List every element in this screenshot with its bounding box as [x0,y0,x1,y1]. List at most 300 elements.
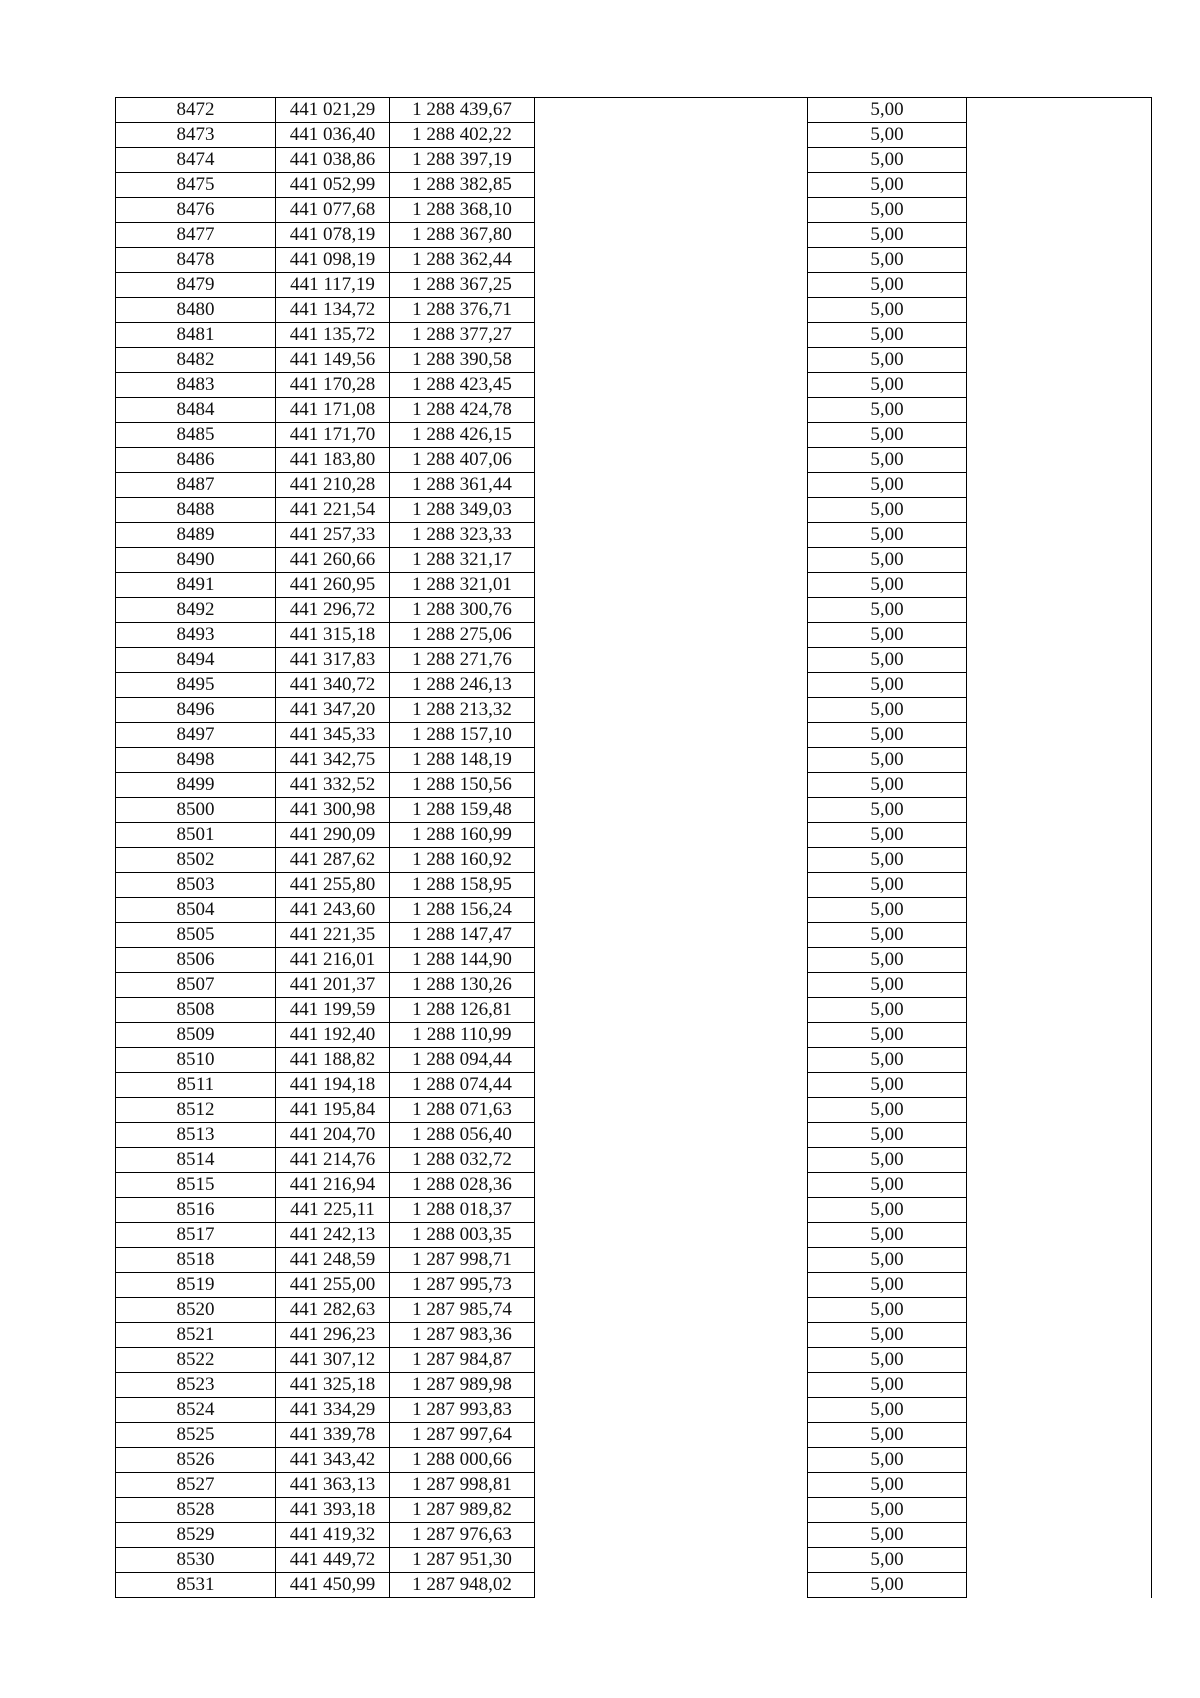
empty-cell [535,1148,808,1173]
x-coordinate-cell: 441 419,32 [276,1523,390,1548]
empty-cell [967,223,1152,248]
x-coordinate-cell: 441 201,37 [276,973,390,998]
point-number-cell: 8481 [116,323,276,348]
empty-cell [967,1248,1152,1273]
point-number-cell: 8511 [116,1073,276,1098]
empty-cell [535,273,808,298]
tolerance-cell: 5,00 [808,1148,967,1173]
x-coordinate-cell: 441 183,80 [276,448,390,473]
empty-cell [967,948,1152,973]
y-coordinate-cell: 1 288 323,33 [390,523,535,548]
y-coordinate-cell: 1 288 423,45 [390,373,535,398]
x-coordinate-cell: 441 214,76 [276,1148,390,1173]
empty-cell [535,198,808,223]
x-coordinate-cell: 441 363,13 [276,1473,390,1498]
y-coordinate-cell: 1 288 056,40 [390,1123,535,1148]
x-coordinate-cell: 441 225,11 [276,1198,390,1223]
empty-cell [967,373,1152,398]
x-coordinate-cell: 441 199,59 [276,998,390,1023]
tolerance-cell: 5,00 [808,598,967,623]
tolerance-cell: 5,00 [808,1223,967,1248]
table-row [116,1398,1152,1423]
y-coordinate-cell: 1 288 074,44 [390,1073,535,1098]
y-coordinate-cell: 1 287 997,64 [390,1423,535,1448]
empty-cell [535,773,808,798]
empty-cell [967,1048,1152,1073]
x-coordinate-cell: 441 210,28 [276,473,390,498]
coordinates-table-body [116,98,1152,1598]
tolerance-cell: 5,00 [808,723,967,748]
x-coordinate-cell: 441 170,28 [276,373,390,398]
empty-cell [535,573,808,598]
table-row [116,498,1152,523]
table-row [116,1023,1152,1048]
empty-cell [967,448,1152,473]
tolerance-cell: 5,00 [808,548,967,573]
point-number-cell: 8515 [116,1173,276,1198]
empty-cell [535,623,808,648]
x-coordinate-cell: 441 195,84 [276,1098,390,1123]
x-coordinate-cell: 441 260,95 [276,573,390,598]
y-coordinate-cell: 1 288 158,95 [390,873,535,898]
point-number-cell: 8506 [116,948,276,973]
y-coordinate-cell: 1 288 402,22 [390,123,535,148]
x-coordinate-cell: 441 317,83 [276,648,390,673]
point-number-cell: 8530 [116,1548,276,1573]
y-coordinate-cell: 1 288 160,99 [390,823,535,848]
empty-cell [535,848,808,873]
empty-cell [535,1298,808,1323]
empty-cell [967,773,1152,798]
empty-cell [535,973,808,998]
point-number-cell: 8477 [116,223,276,248]
point-number-cell: 8497 [116,723,276,748]
tolerance-cell: 5,00 [808,323,967,348]
empty-cell [967,1498,1152,1523]
empty-cell [535,248,808,273]
x-coordinate-cell: 441 290,09 [276,823,390,848]
x-coordinate-cell: 441 339,78 [276,1423,390,1448]
tolerance-cell: 5,00 [808,1248,967,1273]
empty-cell [967,1298,1152,1323]
point-number-cell: 8483 [116,373,276,398]
empty-cell [967,398,1152,423]
y-coordinate-cell: 1 288 367,25 [390,273,535,298]
y-coordinate-cell: 1 287 951,30 [390,1548,535,1573]
tolerance-cell: 5,00 [808,1523,967,1548]
empty-cell [967,823,1152,848]
empty-cell [535,498,808,523]
point-number-cell: 8509 [116,1023,276,1048]
table-row [116,623,1152,648]
table-row [116,1498,1152,1523]
x-coordinate-cell: 441 296,23 [276,1323,390,1348]
x-coordinate-cell: 441 171,08 [276,398,390,423]
y-coordinate-cell: 1 288 126,81 [390,998,535,1023]
y-coordinate-cell: 1 287 993,83 [390,1398,535,1423]
tolerance-cell: 5,00 [808,698,967,723]
tolerance-cell: 5,00 [808,248,967,273]
x-coordinate-cell: 441 038,86 [276,148,390,173]
table-row [116,723,1152,748]
empty-cell [967,723,1152,748]
empty-cell [535,1398,808,1423]
x-coordinate-cell: 441 248,59 [276,1248,390,1273]
table-row [116,923,1152,948]
point-number-cell: 8494 [116,648,276,673]
empty-cell [967,1073,1152,1098]
table-row [116,1348,1152,1373]
point-number-cell: 8500 [116,798,276,823]
table-row [116,398,1152,423]
tolerance-cell: 5,00 [808,573,967,598]
x-coordinate-cell: 441 242,13 [276,1223,390,1248]
empty-cell [535,1273,808,1298]
table-row [116,148,1152,173]
point-number-cell: 8498 [116,748,276,773]
empty-cell [967,1398,1152,1423]
empty-cell [967,798,1152,823]
point-number-cell: 8504 [116,898,276,923]
point-number-cell: 8526 [116,1448,276,1473]
x-coordinate-cell: 441 052,99 [276,173,390,198]
empty-cell [535,1423,808,1448]
table-row [116,1248,1152,1273]
tolerance-cell: 5,00 [808,1323,967,1348]
coordinates-table [115,97,1152,1598]
empty-cell [967,323,1152,348]
y-coordinate-cell: 1 288 362,44 [390,248,535,273]
empty-cell [535,98,808,123]
empty-cell [535,1023,808,1048]
x-coordinate-cell: 441 194,18 [276,1073,390,1098]
x-coordinate-cell: 441 255,00 [276,1273,390,1298]
tolerance-cell: 5,00 [808,673,967,698]
point-number-cell: 8488 [116,498,276,523]
tolerance-cell: 5,00 [808,1448,967,1473]
point-number-cell: 8529 [116,1523,276,1548]
tolerance-cell: 5,00 [808,898,967,923]
y-coordinate-cell: 1 288 028,36 [390,1173,535,1198]
table-row [116,1548,1152,1573]
empty-cell [967,748,1152,773]
empty-cell [535,1198,808,1223]
y-coordinate-cell: 1 288 439,67 [390,98,535,123]
empty-cell [967,123,1152,148]
tolerance-cell: 5,00 [808,823,967,848]
table-row [116,1098,1152,1123]
point-number-cell: 8508 [116,998,276,1023]
tolerance-cell: 5,00 [808,498,967,523]
tolerance-cell: 5,00 [808,798,967,823]
x-coordinate-cell: 441 036,40 [276,123,390,148]
point-number-cell: 8503 [116,873,276,898]
empty-cell [967,623,1152,648]
empty-cell [967,1448,1152,1473]
table-row [116,1573,1152,1598]
empty-cell [535,1248,808,1273]
y-coordinate-cell: 1 288 321,17 [390,548,535,573]
empty-cell [967,973,1152,998]
tolerance-cell: 5,00 [808,1098,967,1123]
y-coordinate-cell: 1 287 984,87 [390,1348,535,1373]
tolerance-cell: 5,00 [808,1373,967,1398]
x-coordinate-cell: 441 216,94 [276,1173,390,1198]
empty-cell [967,548,1152,573]
y-coordinate-cell: 1 287 983,36 [390,1323,535,1348]
table-row [116,598,1152,623]
empty-cell [535,1448,808,1473]
x-coordinate-cell: 441 204,70 [276,1123,390,1148]
table-row [116,1273,1152,1298]
empty-cell [535,323,808,348]
point-number-cell: 8510 [116,1048,276,1073]
y-coordinate-cell: 1 287 995,73 [390,1273,535,1298]
empty-cell [535,1473,808,1498]
point-number-cell: 8502 [116,848,276,873]
empty-cell [535,223,808,248]
tolerance-cell: 5,00 [808,223,967,248]
point-number-cell: 8524 [116,1398,276,1423]
empty-cell [967,923,1152,948]
point-number-cell: 8476 [116,198,276,223]
point-number-cell: 8487 [116,473,276,498]
x-coordinate-cell: 441 315,18 [276,623,390,648]
y-coordinate-cell: 1 287 989,98 [390,1373,535,1398]
y-coordinate-cell: 1 288 160,92 [390,848,535,873]
tolerance-cell: 5,00 [808,448,967,473]
tolerance-cell: 5,00 [808,298,967,323]
x-coordinate-cell: 441 296,72 [276,598,390,623]
empty-cell [535,448,808,473]
tolerance-cell: 5,00 [808,273,967,298]
empty-cell [535,1523,808,1548]
x-coordinate-cell: 441 171,70 [276,423,390,448]
table-row [116,673,1152,698]
table-row [116,1423,1152,1448]
tolerance-cell: 5,00 [808,198,967,223]
empty-cell [967,1123,1152,1148]
y-coordinate-cell: 1 288 018,37 [390,1198,535,1223]
y-coordinate-cell: 1 288 390,58 [390,348,535,373]
table-row [116,1523,1152,1548]
table-row [116,548,1152,573]
table-row [116,748,1152,773]
tolerance-cell: 5,00 [808,773,967,798]
x-coordinate-cell: 441 188,82 [276,1048,390,1073]
point-number-cell: 8475 [116,173,276,198]
tolerance-cell: 5,00 [808,998,967,1023]
tolerance-cell: 5,00 [808,398,967,423]
x-coordinate-cell: 441 243,60 [276,898,390,923]
x-coordinate-cell: 441 325,18 [276,1373,390,1398]
point-number-cell: 8514 [116,1148,276,1173]
y-coordinate-cell: 1 288 147,47 [390,923,535,948]
empty-cell [535,673,808,698]
table-row [116,1373,1152,1398]
x-coordinate-cell: 441 098,19 [276,248,390,273]
y-coordinate-cell: 1 288 157,10 [390,723,535,748]
table-row [116,1073,1152,1098]
empty-cell [967,673,1152,698]
x-coordinate-cell: 441 347,20 [276,698,390,723]
empty-cell [967,898,1152,923]
empty-cell [535,598,808,623]
y-coordinate-cell: 1 288 361,44 [390,473,535,498]
table-row [116,773,1152,798]
tolerance-cell: 5,00 [808,423,967,448]
empty-cell [535,1073,808,1098]
empty-cell [535,998,808,1023]
tolerance-cell: 5,00 [808,1173,967,1198]
empty-cell [967,248,1152,273]
y-coordinate-cell: 1 288 032,72 [390,1148,535,1173]
table-row [116,423,1152,448]
point-number-cell: 8522 [116,1348,276,1373]
x-coordinate-cell: 441 345,33 [276,723,390,748]
point-number-cell: 8531 [116,1573,276,1598]
empty-cell [967,348,1152,373]
y-coordinate-cell: 1 288 300,76 [390,598,535,623]
x-coordinate-cell: 441 340,72 [276,673,390,698]
empty-cell [967,848,1152,873]
empty-cell [967,173,1152,198]
x-coordinate-cell: 441 257,33 [276,523,390,548]
x-coordinate-cell: 441 216,01 [276,948,390,973]
point-number-cell: 8486 [116,448,276,473]
tolerance-cell: 5,00 [808,1123,967,1148]
empty-cell [535,348,808,373]
empty-cell [967,1423,1152,1448]
empty-cell [967,473,1152,498]
table-row [116,998,1152,1023]
tolerance-cell: 5,00 [808,1423,967,1448]
table-row [116,1223,1152,1248]
y-coordinate-cell: 1 287 998,81 [390,1473,535,1498]
empty-cell [967,598,1152,623]
table-row [116,123,1152,148]
x-coordinate-cell: 441 134,72 [276,298,390,323]
empty-cell [535,873,808,898]
x-coordinate-cell: 441 221,35 [276,923,390,948]
point-number-cell: 8482 [116,348,276,373]
table-row [116,223,1152,248]
empty-cell [535,1573,808,1598]
empty-cell [535,173,808,198]
point-number-cell: 8516 [116,1198,276,1223]
x-coordinate-cell: 441 149,56 [276,348,390,373]
empty-cell [535,1098,808,1123]
point-number-cell: 8492 [116,598,276,623]
y-coordinate-cell: 1 288 376,71 [390,298,535,323]
y-coordinate-cell: 1 288 377,27 [390,323,535,348]
y-coordinate-cell: 1 288 159,48 [390,798,535,823]
empty-cell [967,1098,1152,1123]
x-coordinate-cell: 441 021,29 [276,98,390,123]
tolerance-cell: 5,00 [808,948,967,973]
empty-cell [967,523,1152,548]
table-row [116,973,1152,998]
empty-cell [535,123,808,148]
x-coordinate-cell: 441 449,72 [276,1548,390,1573]
y-coordinate-cell: 1 288 213,32 [390,698,535,723]
empty-cell [967,148,1152,173]
table-row [116,1448,1152,1473]
empty-cell [535,423,808,448]
x-coordinate-cell: 441 117,19 [276,273,390,298]
tolerance-cell: 5,00 [808,1198,967,1223]
y-coordinate-cell: 1 288 000,66 [390,1448,535,1473]
empty-cell [967,273,1152,298]
empty-cell [967,1348,1152,1373]
tolerance-cell: 5,00 [808,648,967,673]
y-coordinate-cell: 1 288 382,85 [390,173,535,198]
x-coordinate-cell: 441 334,29 [276,1398,390,1423]
point-number-cell: 8490 [116,548,276,573]
x-coordinate-cell: 441 192,40 [276,1023,390,1048]
table-row [116,98,1152,123]
tolerance-cell: 5,00 [808,373,967,398]
empty-cell [535,723,808,748]
empty-cell [967,1373,1152,1398]
empty-cell [535,748,808,773]
x-coordinate-cell: 441 287,62 [276,848,390,873]
y-coordinate-cell: 1 288 271,76 [390,648,535,673]
x-coordinate-cell: 441 135,72 [276,323,390,348]
table-row [116,823,1152,848]
y-coordinate-cell: 1 288 367,80 [390,223,535,248]
empty-cell [535,548,808,573]
empty-cell [535,373,808,398]
empty-cell [535,1373,808,1398]
x-coordinate-cell: 441 342,75 [276,748,390,773]
empty-cell [967,198,1152,223]
tolerance-cell: 5,00 [808,923,967,948]
table-row [116,173,1152,198]
x-coordinate-cell: 441 221,54 [276,498,390,523]
x-coordinate-cell: 441 307,12 [276,1348,390,1373]
y-coordinate-cell: 1 287 985,74 [390,1298,535,1323]
empty-cell [535,1498,808,1523]
tolerance-cell: 5,00 [808,1023,967,1048]
point-number-cell: 8495 [116,673,276,698]
empty-cell [535,698,808,723]
table-row [116,198,1152,223]
x-coordinate-cell: 441 255,80 [276,873,390,898]
point-number-cell: 8520 [116,1298,276,1323]
empty-cell [967,298,1152,323]
table-row [116,273,1152,298]
table-row [116,298,1152,323]
empty-cell [967,1198,1152,1223]
point-number-cell: 8472 [116,98,276,123]
x-coordinate-cell: 441 450,99 [276,1573,390,1598]
point-number-cell: 8518 [116,1248,276,1273]
table-row [116,373,1152,398]
tolerance-cell: 5,00 [808,523,967,548]
tolerance-cell: 5,00 [808,748,967,773]
table-row [116,1473,1152,1498]
table-row [116,323,1152,348]
y-coordinate-cell: 1 288 003,35 [390,1223,535,1248]
empty-cell [535,523,808,548]
y-coordinate-cell: 1 288 424,78 [390,398,535,423]
point-number-cell: 8505 [116,923,276,948]
table-row [116,473,1152,498]
point-number-cell: 8491 [116,573,276,598]
empty-cell [967,498,1152,523]
empty-cell [967,423,1152,448]
